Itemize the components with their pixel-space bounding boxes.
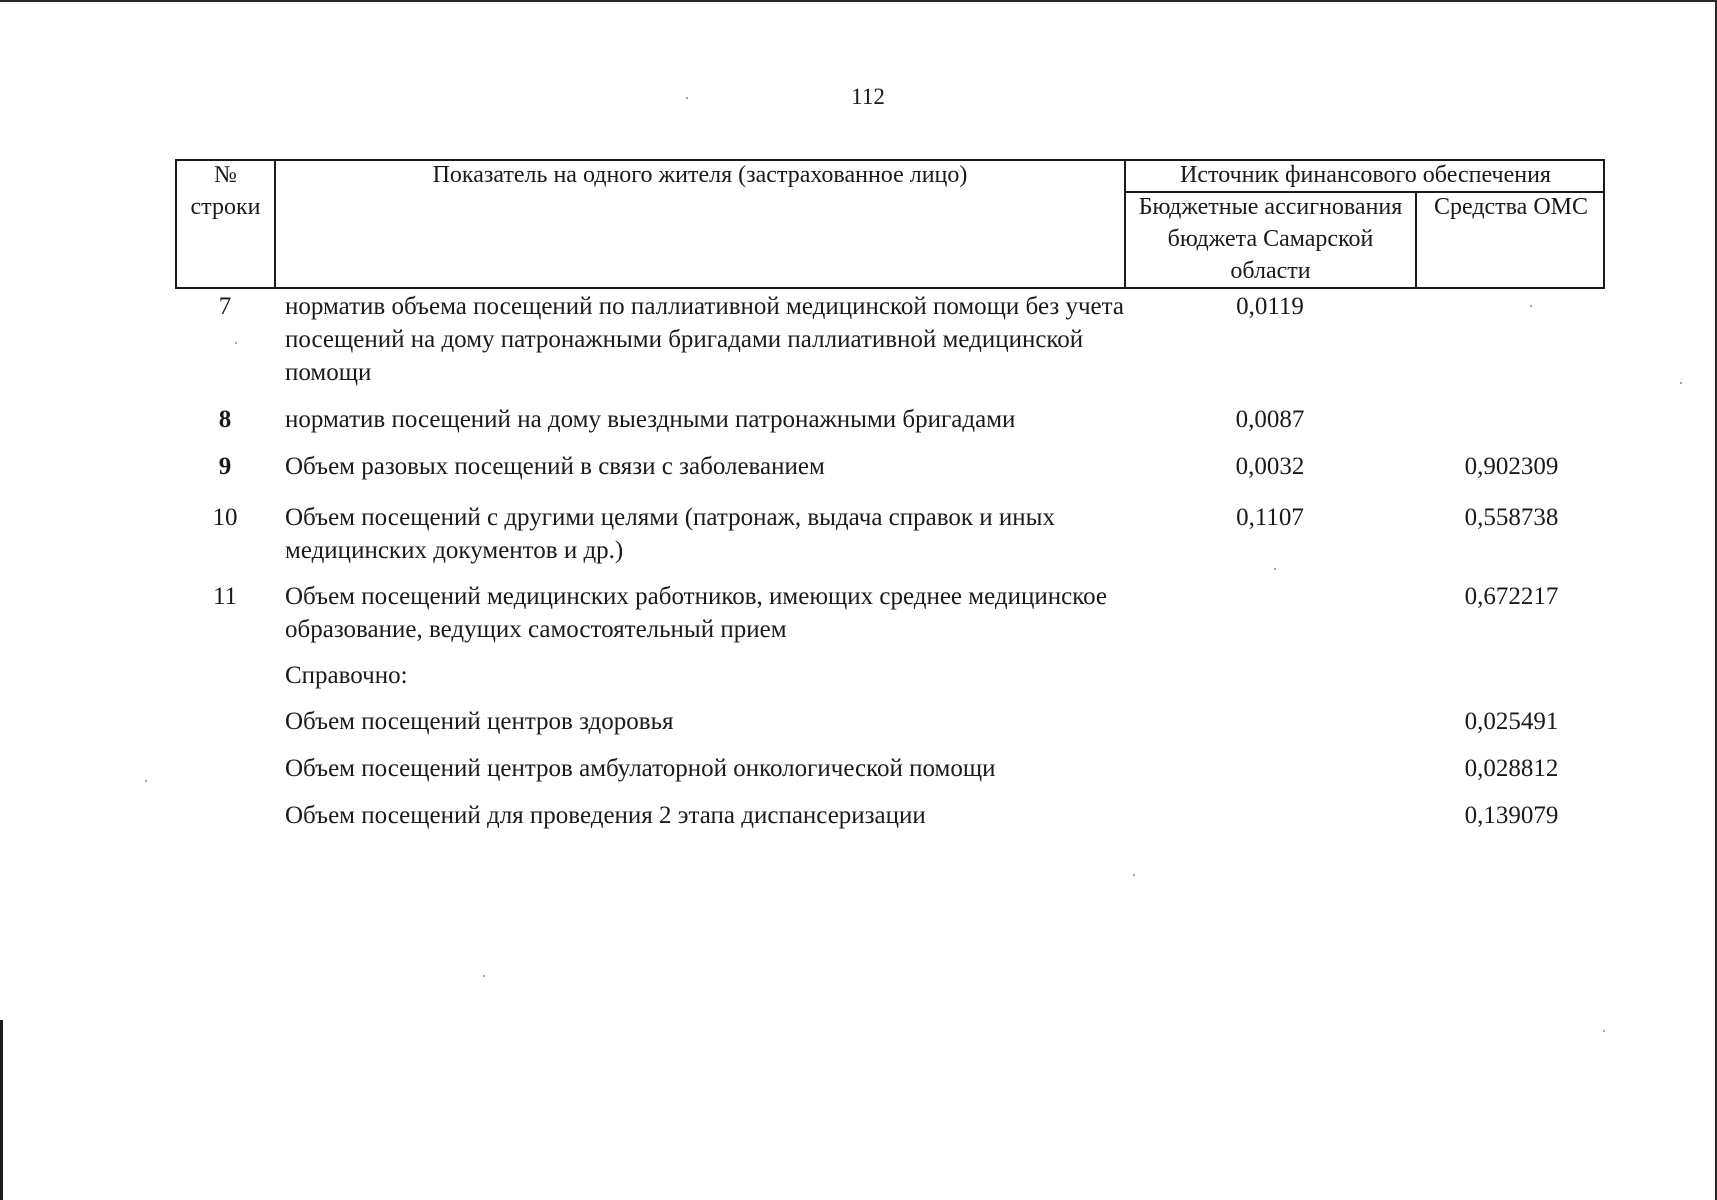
scan-edge-left bbox=[0, 1020, 3, 1200]
reference-text: Объем посещений для проведения 2 этапа диспансеризации bbox=[285, 802, 926, 829]
row-number: 7 bbox=[218, 293, 232, 320]
row-number: 9 bbox=[218, 453, 232, 480]
page-number: 112 bbox=[851, 84, 885, 109]
row-number: 8 bbox=[218, 406, 232, 433]
row-budget-value: 0,0032 bbox=[1235, 453, 1305, 480]
scan-speck bbox=[483, 975, 485, 977]
row-text: Объем разовых посещений в связи с заболеванием bbox=[285, 453, 825, 480]
scan-speck bbox=[1530, 305, 1532, 307]
header-number: № строки bbox=[190, 162, 261, 220]
scan-speck bbox=[1133, 874, 1135, 876]
row-budget-value: 0,0087 bbox=[1235, 406, 1305, 433]
row-number: 11 bbox=[212, 583, 238, 610]
row-oms-value: 0,902309 bbox=[1464, 453, 1559, 480]
scan-speck bbox=[686, 97, 688, 99]
row-text: Объем посещений медицинских работников, имеющих среднее медицинское образование, ведущих самостоятельный прием bbox=[285, 583, 1107, 643]
scan-speck bbox=[1603, 1030, 1605, 1032]
header-oms: Средства ОМС bbox=[1433, 194, 1589, 220]
row-oms-value: 0,672217 bbox=[1464, 583, 1559, 610]
reference-oms-value: 0,025491 bbox=[1464, 708, 1559, 735]
header-budget: Бюджетные ассигнования бюджета Самарской области bbox=[1138, 194, 1403, 284]
scan-speck bbox=[1680, 382, 1682, 384]
scan-speck bbox=[235, 342, 237, 344]
reference-text: Объем посещений центров здоровья bbox=[285, 708, 674, 735]
scan-speck bbox=[145, 780, 147, 782]
reference-label: Справочно: bbox=[285, 662, 408, 689]
table-header bbox=[175, 159, 1605, 289]
reference-oms-value: 0,028812 bbox=[1464, 755, 1559, 782]
reference-text: Объем посещений центров амбулаторной онкологической помощи bbox=[285, 755, 996, 782]
header-indicator: Показатель на одного жителя (застрахованное лицо) bbox=[432, 162, 968, 188]
reference-oms-value: 0,139079 bbox=[1464, 802, 1559, 829]
row-budget-value: 0,1107 bbox=[1236, 504, 1304, 531]
row-text: Объем посещений с другими целями (патронаж, выдача справок и иных медицинских документов и др.) bbox=[285, 504, 1055, 564]
header-source: Источник финансового обеспечения bbox=[1180, 162, 1551, 188]
scan-edge-top bbox=[0, 0, 1717, 2]
row-text: норматив объема посещений по паллиативной медицинской помощи без учета посещений на дому патронажными бригадами паллиативной медицинской помощи bbox=[285, 293, 1124, 386]
row-text: норматив посещений на дому выездными патронажными бригадами bbox=[285, 406, 1016, 433]
row-number: 10 bbox=[212, 504, 238, 531]
row-budget-value: 0,0119 bbox=[1236, 293, 1304, 320]
scan-speck bbox=[1274, 568, 1276, 570]
row-oms-value: 0,558738 bbox=[1464, 504, 1559, 531]
